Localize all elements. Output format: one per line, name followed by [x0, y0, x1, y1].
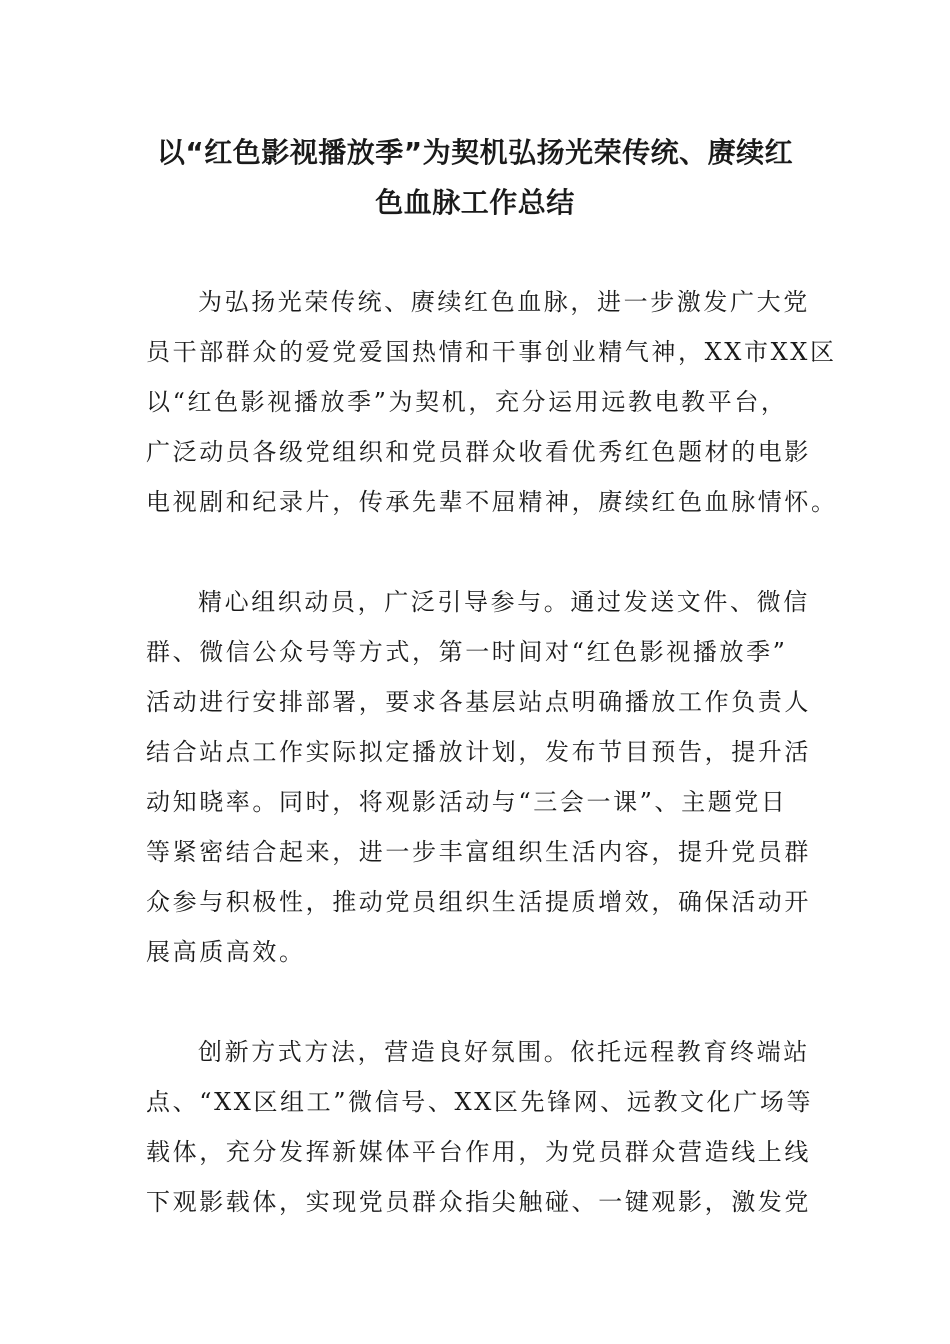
paragraph-line: 群、微信公众号等方式，第一时间对“红色影视播放季”: [146, 638, 788, 666]
paragraph-line: 为弘扬光荣传统、赓续红色血脉，进一步激发广大党: [198, 288, 810, 316]
paragraph-line: 展高质高效。: [146, 938, 306, 966]
title-line: 色血脉工作总结: [375, 186, 575, 219]
paragraph-intro: [146, 277, 838, 527]
paragraph-line: 等紧密结合起来，进一步丰富组织生活内容，提升党员群: [146, 838, 811, 866]
paragraph-line: 点、“XX区组工”微信号、XX区先锋网、远教文化广场等: [146, 1088, 814, 1116]
paragraph-organize: [146, 577, 811, 977]
paragraph-line: 广泛动员各级党组织和党员群众收看优秀红色题材的电影: [146, 438, 811, 466]
paragraph-innovate: [146, 1027, 814, 1227]
paragraph-line: 精心组织动员，广泛引导参与。通过发送文件、微信: [198, 588, 810, 616]
paragraph-line: 动知晓率。同时，将观影活动与“三会一课”、主题党日: [146, 788, 788, 816]
paragraph-line: 电视剧和纪录片，传承先辈不屈精神，赓续红色血脉情怀。: [146, 488, 838, 516]
paragraph-line: 员干部群众的爱党爱国热情和干事创业精气神，XX市XX区: [146, 338, 837, 366]
paragraph-line: 以“红色影视播放季”为契机，充分运用远教电教平台，: [146, 388, 788, 416]
paragraph-line: 创新方式方法，营造良好氛围。依托远程教育终端站: [198, 1038, 810, 1066]
title-line: 以“红色影视播放季”为契机弘扬光荣传统、赓续红: [156, 136, 794, 169]
document-title: [140, 128, 810, 228]
paragraph-line: 载体，充分发挥新媒体平台作用，为党员群众营造线上线: [146, 1138, 811, 1166]
paragraph-line: 活动进行安排部署，要求各基层站点明确播放工作负责人: [146, 688, 811, 716]
paragraph-line: 下观影载体，实现党员群众指尖触碰、一键观影，激发党: [146, 1188, 811, 1216]
paragraph-line: 众参与积极性，推动党员组织生活提质增效，确保活动开: [146, 888, 811, 916]
paragraph-line: 结合站点工作实际拟定播放计划，发布节目预告，提升活: [146, 738, 811, 766]
